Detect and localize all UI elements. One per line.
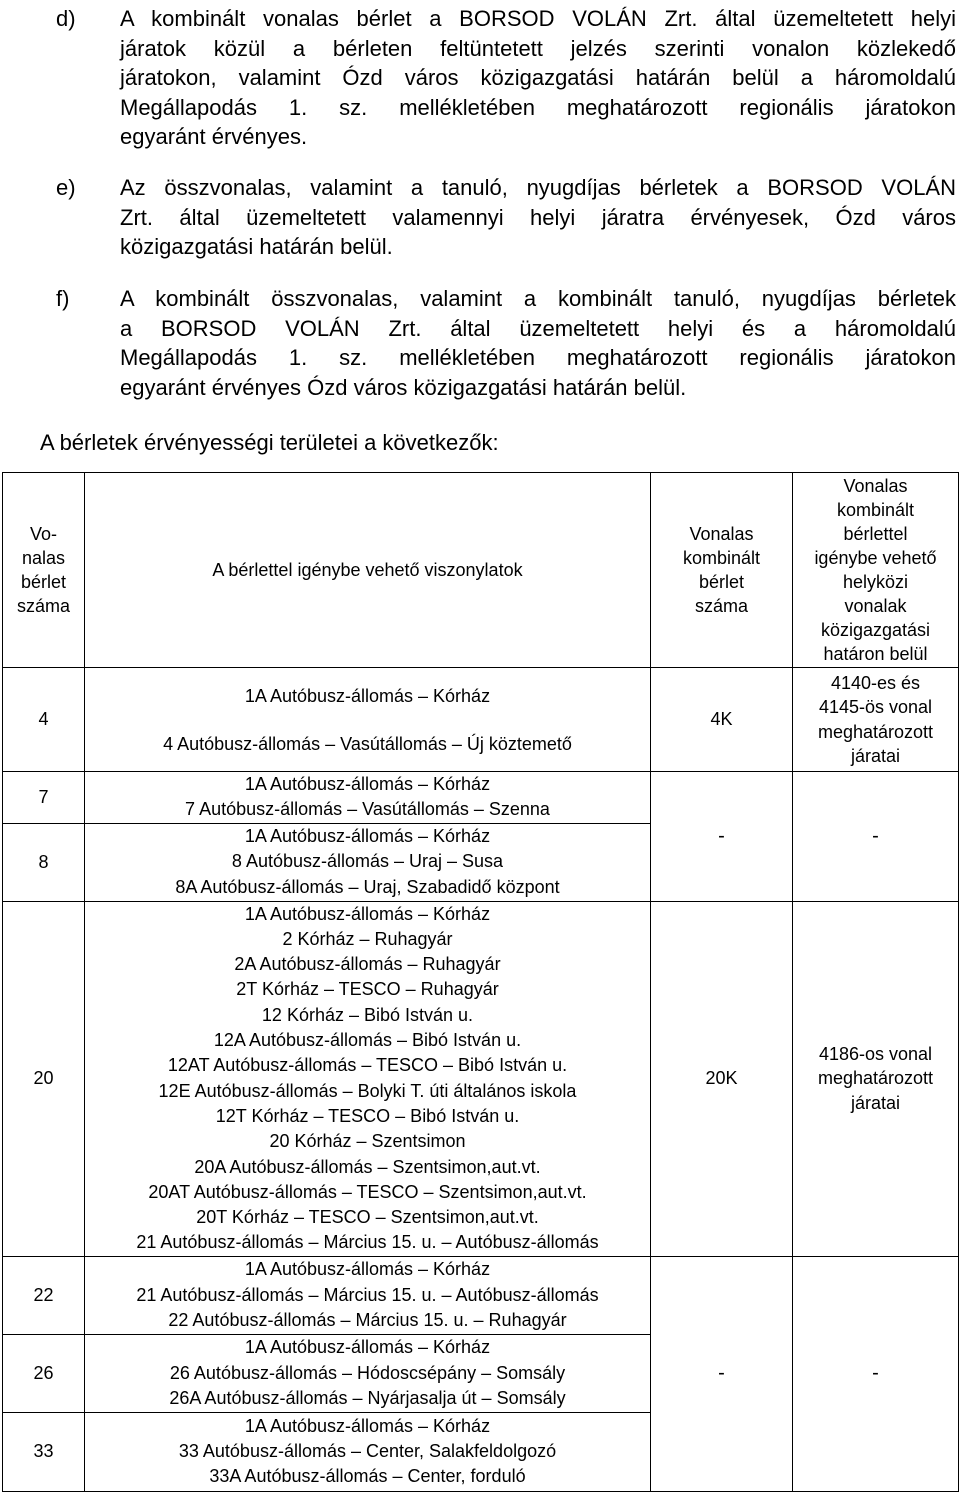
route: 7 Autóbusz-állomás – Vasútállomás – Szenna bbox=[185, 799, 550, 820]
list-marker: d) bbox=[56, 6, 76, 31]
route: 21 Autóbusz-állomás – Március 15. u. – Autóbusz-állomás bbox=[136, 1232, 599, 1253]
intercity-lines: - bbox=[793, 1256, 959, 1491]
route: 1A Autóbusz-állomás – Kórház bbox=[244, 1337, 491, 1358]
route: 4 Autóbusz-állomás – Vasútállomás – Új köztemető bbox=[163, 733, 572, 754]
route-list bbox=[85, 1412, 651, 1491]
intercity-lines: 4186-os vonal meghatározott járatai bbox=[793, 901, 959, 1256]
combined-number: - bbox=[651, 772, 793, 902]
table-intro: A bérletek érvényességi területei a következők: bbox=[40, 430, 499, 455]
route: 1A Autóbusz-állomás – Kórház bbox=[244, 774, 491, 794]
route-list bbox=[85, 1256, 651, 1334]
route: 1A Autóbusz-állomás – Kórház bbox=[244, 826, 491, 847]
route: 12A Autóbusz-állomás – Bibó István u. bbox=[213, 1030, 522, 1051]
line-number: 22 bbox=[3, 1256, 85, 1334]
route: 20A Autóbusz-állomás – Szentsimon,aut.vt. bbox=[194, 1156, 541, 1177]
route: 8A Autóbusz-állomás – Uraj, Szabadidő központ bbox=[175, 876, 560, 897]
route: 33A Autóbusz-állomás – Center, forduló bbox=[209, 1466, 526, 1487]
route: 1A Autóbusz-állomás – Kórház bbox=[244, 903, 491, 924]
route: 1A Autóbusz-állomás – Kórház bbox=[244, 685, 491, 706]
header-line-number: Vo- nalas bérlet száma bbox=[3, 473, 85, 668]
intercity-lines: - bbox=[793, 772, 959, 902]
route-list bbox=[85, 823, 651, 901]
route: 22 Autóbusz-állomás – Március 15. u. – Ruhagyár bbox=[168, 1309, 567, 1330]
combined-number: - bbox=[651, 1256, 793, 1491]
header-intercity-lines: Vonalas kombinált bérlettel igénybe vehető helyközi vonalak közigazgatási határon belül bbox=[793, 473, 959, 668]
validity-table bbox=[2, 472, 959, 1492]
route-list bbox=[85, 901, 651, 1256]
list-marker: e) bbox=[56, 175, 76, 200]
route: 2 Kórház – Ruhagyár bbox=[282, 928, 453, 949]
route: 33 Autóbusz-állomás – Center, Salakfeldolgozó bbox=[178, 1441, 557, 1462]
route: 12T Kórház – TESCO – Bibó István u. bbox=[215, 1105, 520, 1126]
route: 20T Kórház – TESCO – Szentsimon,aut.vt. bbox=[196, 1207, 539, 1228]
route: 8 Autóbusz-állomás – Uraj – Susa bbox=[231, 851, 504, 872]
table-row bbox=[3, 772, 959, 824]
header-routes: A bérlettel igénybe vehető viszonylatok bbox=[85, 473, 651, 668]
line-number: 26 bbox=[3, 1334, 85, 1412]
line-number: 20 bbox=[3, 901, 85, 1256]
intercity-lines: 4140-es és 4145-ös vonal meghatározott járatai bbox=[793, 668, 959, 772]
list-marker: f) bbox=[56, 286, 70, 311]
route: 20 Kórház – Szentsimon bbox=[269, 1131, 466, 1152]
table-row bbox=[3, 668, 959, 772]
route: 12AT Autóbusz-állomás – TESCO – Bibó István u. bbox=[167, 1055, 568, 1076]
route: 2A Autóbusz-állomás – Ruhagyár bbox=[234, 954, 501, 975]
route: 26 Autóbusz-állomás – Hódoscsépány – Somsály bbox=[169, 1362, 566, 1383]
list-item-text: Az összvonalas, valamint a tanuló, nyugdíjas bérletek a BORSOD VOLÁN Zrt. által üzemeltetett valamennyi helyi járatra érvényesek, Ózd város közigazgatási határán belül. bbox=[120, 175, 956, 259]
list-item-text: A kombinált összvonalas, valamint a kombinált tanuló, nyugdíjas bérletek a BORSOD VOLÁN Zrt. által üzemeltetett helyi és a háromoldalú Megállapodás 1. sz. mellékletében meghatározott regionális járatokon egyaránt érvényes Ózd város közigazgatási határán belül. bbox=[120, 286, 956, 400]
line-number: 7 bbox=[3, 772, 85, 824]
route-list bbox=[85, 772, 651, 824]
table-header-row bbox=[3, 473, 959, 668]
list-item-text: A kombinált vonalas bérlet a BORSOD VOLÁN Zrt. által üzemeltetett helyi járatok közül a bérleten feltüntetett jelzés szerinti vonalon közlekedő járatokon, valamint Ózd város közigazgatási határán belül a háromoldalú Megállapodás 1. sz. mellékletében meghatározott regionális járatokon egyaránt érvényes. bbox=[120, 6, 956, 149]
route: 20AT Autóbusz-állomás – TESCO – Szentsimon,aut.vt. bbox=[148, 1181, 587, 1202]
route-list bbox=[85, 1334, 651, 1412]
line-number: 4 bbox=[3, 668, 85, 772]
route: 12E Autóbusz-állomás – Bolyki T. úti általános iskola bbox=[158, 1080, 577, 1101]
route: 1A Autóbusz-állomás – Kórház bbox=[244, 1259, 491, 1280]
route: 2T Kórház – TESCO – Ruhagyár bbox=[236, 979, 499, 1000]
combined-number: 20K bbox=[651, 901, 793, 1256]
table-row bbox=[3, 901, 959, 1256]
route: 12 Kórház – Bibó István u. bbox=[261, 1004, 474, 1025]
route: 21 Autóbusz-állomás – Március 15. u. – Autóbusz-állomás bbox=[136, 1284, 599, 1305]
header-combined-number: Vonalas kombinált bérlet száma bbox=[651, 473, 793, 668]
line-number: 8 bbox=[3, 823, 85, 901]
combined-number: 4K bbox=[651, 668, 793, 772]
table-row bbox=[3, 1256, 959, 1334]
route: 26A Autóbusz-állomás – Nyárjasalja út – Somsály bbox=[169, 1387, 566, 1408]
route-list bbox=[85, 668, 651, 772]
line-number: 33 bbox=[3, 1412, 85, 1491]
route: 1A Autóbusz-állomás – Kórház bbox=[244, 1415, 491, 1436]
